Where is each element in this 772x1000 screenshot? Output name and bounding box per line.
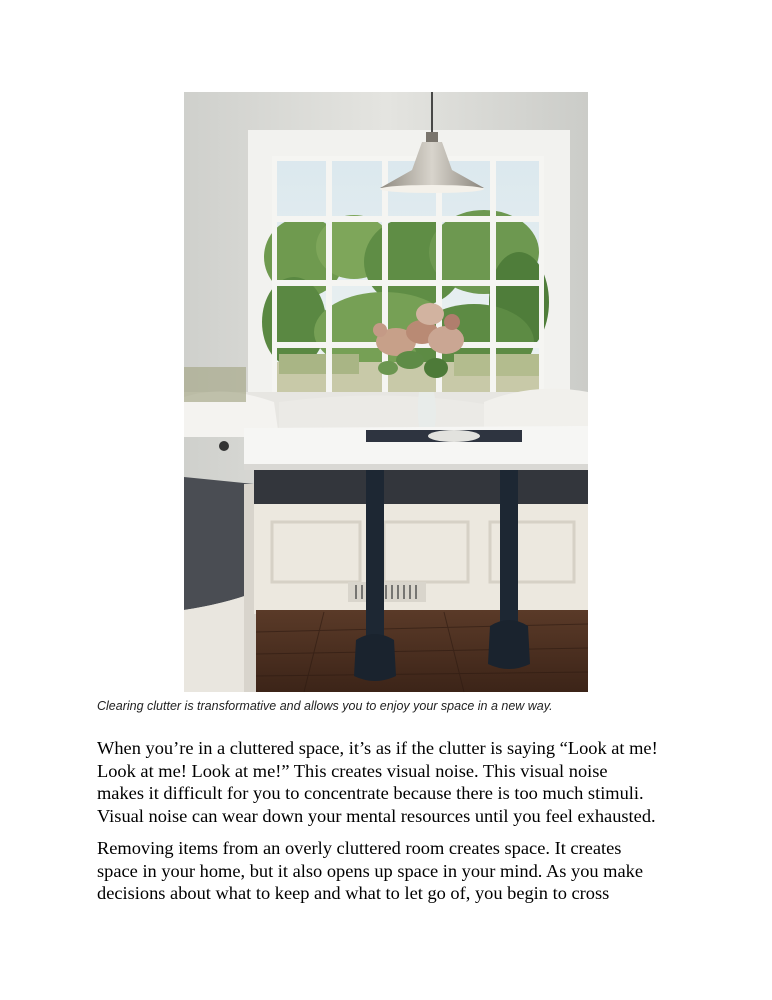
text-line: Visual noise can wear down your mental resources until you feel exhausted. bbox=[97, 805, 656, 826]
body-paragraph-1 bbox=[97, 737, 697, 827]
photo-caption: Clearing clutter is transformative and allows you to enjoy your space in a new way. bbox=[97, 699, 553, 713]
breakfast-nook-photo bbox=[184, 92, 588, 692]
text-line: decisions about what to keep and what to let go of, you begin to cross bbox=[97, 883, 610, 903]
text-line: Removing items from an overly cluttered room creates space. It creates bbox=[97, 838, 622, 858]
text-line: makes it difficult for you to concentrate because there is too much stimuli. bbox=[97, 783, 644, 803]
text-line: space in your home, but it also opens up space in your mind. As you make bbox=[97, 860, 644, 881]
text-line: Look at me! Look at me!” This creates visual noise. This visual noise bbox=[97, 760, 608, 781]
text-line: When you’re in a cluttered space, it’s as if the clutter is saying “Look at me! bbox=[97, 738, 658, 758]
body-paragraph-2 bbox=[97, 837, 697, 905]
